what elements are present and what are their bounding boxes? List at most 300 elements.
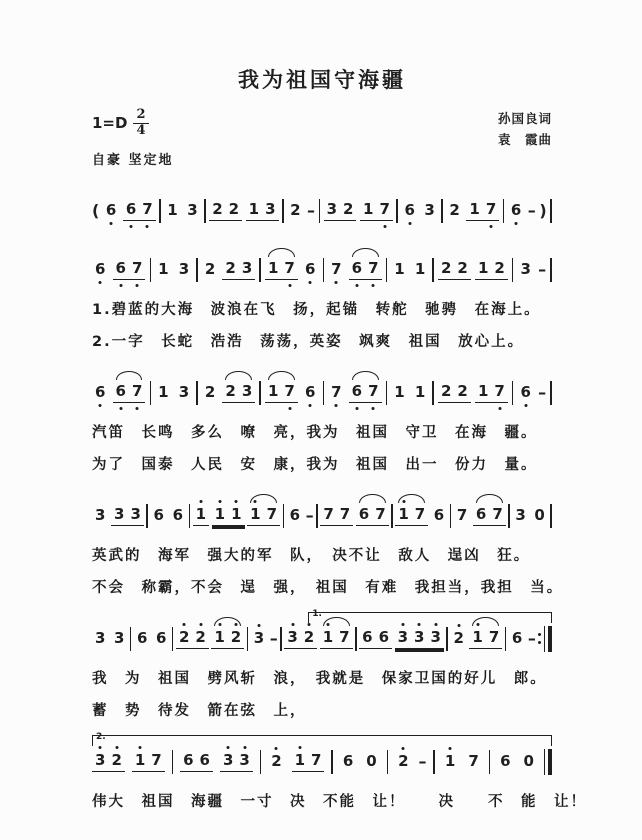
note-beam-row xyxy=(222,259,255,280)
note-group xyxy=(363,752,379,772)
staff-row xyxy=(92,731,552,783)
note-group xyxy=(123,200,156,221)
lyricist-credit: 孙国良词 xyxy=(497,111,552,126)
note-digit: 1 xyxy=(228,505,244,523)
note-digit: 1 xyxy=(267,259,279,278)
note-digit: 6 xyxy=(172,505,183,524)
lyric-line: 伟大 祖国 海疆 一寸 决 不能 让！ 决 不 能 让！ xyxy=(92,793,587,810)
barline xyxy=(391,504,393,528)
slur-arc-icon xyxy=(476,494,503,503)
octave-dot-below xyxy=(146,225,149,228)
note-digit: 1 xyxy=(212,505,228,523)
note-beam-row xyxy=(202,260,218,280)
note-beam-row xyxy=(360,200,393,221)
note-group xyxy=(292,751,325,772)
thick-bar xyxy=(548,626,552,652)
note-digit: 2 xyxy=(268,752,284,770)
lyric-line: 汽笛 长鸣 多么 嘹 亮，我为 祖国 守卫 在海 疆。 xyxy=(92,424,538,441)
octave-dot-below xyxy=(288,284,291,287)
note-digit: 7 xyxy=(414,505,426,524)
note-beam-row xyxy=(391,383,407,403)
note-group xyxy=(512,506,528,526)
note-beam-row xyxy=(265,259,298,280)
note-digit: 6 xyxy=(475,505,487,524)
note-digit: 1 xyxy=(414,382,426,401)
note-beam-row xyxy=(518,383,534,403)
note-group xyxy=(222,382,255,403)
note-group xyxy=(475,259,508,280)
note-beam-row xyxy=(176,383,192,403)
barline xyxy=(189,504,191,528)
staff-row xyxy=(92,190,552,232)
note-digit: 3 xyxy=(95,628,106,647)
tempo-marking: 自豪 坚定地 xyxy=(92,152,174,168)
note-group xyxy=(320,628,353,649)
barline xyxy=(204,199,206,223)
slur-arc-icon xyxy=(268,248,295,257)
note-group xyxy=(469,628,502,649)
note-digit: 3 xyxy=(92,751,108,769)
note-digit: 7 xyxy=(323,505,334,524)
note-digit: 2 xyxy=(440,382,452,401)
octave-dot-above xyxy=(457,624,460,627)
volta-label: 2. xyxy=(96,731,106,742)
barline xyxy=(489,750,491,774)
barline xyxy=(396,199,398,223)
final-barline xyxy=(544,749,552,775)
barline xyxy=(150,258,152,282)
note-group xyxy=(320,505,353,526)
note-beam-row xyxy=(349,259,382,280)
slur-arc-icon xyxy=(352,371,379,380)
note-digit: 3 xyxy=(424,200,435,219)
note-digit: 7 xyxy=(339,505,351,524)
note-beam-row xyxy=(92,751,125,772)
note-digit: 6 xyxy=(378,628,390,647)
note-digit: 7 xyxy=(151,751,162,770)
octave-dot-below xyxy=(372,407,375,410)
note-group xyxy=(153,629,169,649)
note-group xyxy=(202,383,218,403)
note-digit: 7 xyxy=(281,259,297,277)
note-digit: 7 xyxy=(129,382,145,400)
octave-dot-below xyxy=(309,281,312,284)
octave-dot-above xyxy=(235,623,238,626)
note-beam-row xyxy=(359,628,392,649)
octave-dot-below xyxy=(335,404,338,407)
duration-dash: – xyxy=(307,201,316,221)
barline xyxy=(283,504,285,528)
note-beam-row xyxy=(284,628,317,649)
note-beam-row xyxy=(246,200,279,221)
note-digit: 6 xyxy=(123,200,139,218)
system-6 xyxy=(92,731,587,815)
note-group xyxy=(113,382,146,403)
note-digit: 1 xyxy=(414,259,426,278)
note-group xyxy=(401,201,417,221)
note-digit: 6 xyxy=(199,751,210,770)
note-beam-row xyxy=(363,752,379,772)
slur-arc-icon xyxy=(116,371,143,380)
note-digit: 1 xyxy=(320,628,336,646)
note-digit: 6 xyxy=(349,382,365,400)
octave-dot-above xyxy=(115,746,118,749)
system-2 xyxy=(92,249,552,355)
note-digit: 1 xyxy=(193,505,209,523)
barline xyxy=(150,381,152,405)
duration-dash: – xyxy=(305,506,314,526)
note-digit: 7 xyxy=(129,259,145,277)
note-digit: 3 xyxy=(236,751,252,769)
note-group xyxy=(246,200,279,221)
note-digit: 7 xyxy=(375,505,386,524)
note-beam-row xyxy=(412,260,428,280)
barline xyxy=(505,627,507,651)
note-beam-row xyxy=(475,382,508,403)
note-digit: 1 xyxy=(363,200,374,219)
note-group xyxy=(151,506,167,526)
note-digit: 3 xyxy=(284,628,300,646)
note-group xyxy=(284,628,317,649)
note-group xyxy=(340,752,356,772)
barline xyxy=(550,504,552,528)
note-digit: 2 xyxy=(301,628,317,646)
note-beam-row xyxy=(287,506,303,526)
note-digit: 7 xyxy=(491,382,507,400)
note-digit: 1 xyxy=(247,505,263,523)
duration-dash: – xyxy=(269,629,278,649)
note-digit: 1 xyxy=(394,382,405,401)
note-digit: 2 xyxy=(204,382,216,401)
barline xyxy=(146,504,148,528)
note-group xyxy=(302,383,318,403)
note-group xyxy=(531,506,547,526)
note-group xyxy=(287,201,303,221)
note-group xyxy=(395,752,411,772)
note-group xyxy=(359,628,392,649)
note-digit: 3 xyxy=(251,629,267,647)
octave-dot-below xyxy=(355,284,358,287)
duration-dash: – xyxy=(538,383,547,403)
barline xyxy=(260,750,262,774)
note-group xyxy=(92,629,108,649)
barline xyxy=(172,627,174,651)
composer-credit: 袁 霞曲 xyxy=(497,132,552,148)
lyric-line: 2.一字 长蛇 浩浩 荡荡，英姿 飒爽 祖国 放心上。 xyxy=(92,333,525,350)
octave-dot-below xyxy=(524,404,527,407)
octave-dot-below xyxy=(99,404,102,407)
barline xyxy=(355,627,357,651)
volta-label: 1. xyxy=(312,608,322,619)
score-body xyxy=(92,190,587,815)
note-digit: 1 xyxy=(292,751,308,769)
note-beam-row xyxy=(512,506,528,526)
note-digit: 6 xyxy=(103,201,119,219)
note-digit: 2 xyxy=(225,382,236,401)
note-digit: 1 xyxy=(158,259,169,278)
octave-dot-below xyxy=(490,225,493,228)
barline xyxy=(441,199,443,223)
note-group xyxy=(473,505,506,526)
note-beam-row xyxy=(132,751,165,772)
note-group xyxy=(193,505,209,526)
octave-dot-above xyxy=(183,623,186,626)
note-digit: 2 xyxy=(225,259,236,278)
barline xyxy=(387,750,389,774)
note-digit: 2 xyxy=(204,259,216,278)
note-beam-row xyxy=(151,506,167,526)
note-group xyxy=(521,752,537,772)
staff-row xyxy=(92,372,552,414)
note-group xyxy=(509,629,525,649)
barline xyxy=(130,627,132,651)
note-group xyxy=(251,629,267,649)
note-digit: 7 xyxy=(281,382,297,400)
note-digit: 0 xyxy=(523,751,534,770)
note-group xyxy=(92,383,108,403)
note-group xyxy=(475,382,508,403)
note-digit: 1 xyxy=(167,200,178,219)
note-digit: 2 xyxy=(192,628,208,646)
note-group xyxy=(113,259,146,280)
note-digit: 1 xyxy=(477,259,489,278)
thin-bar xyxy=(544,626,546,652)
note-beam-row xyxy=(134,629,150,649)
note-digit: 7 xyxy=(492,505,503,524)
barline xyxy=(196,258,198,282)
key-and-tempo xyxy=(92,108,174,168)
barline xyxy=(550,258,552,282)
note-group xyxy=(302,260,318,280)
note-digit: 3 xyxy=(241,259,253,278)
note-digit: 7 xyxy=(468,751,479,770)
note-beam-row xyxy=(211,628,244,649)
octave-dot-below xyxy=(288,407,291,410)
system-3 xyxy=(92,372,552,478)
note-group xyxy=(324,200,357,221)
staff-row xyxy=(92,608,552,660)
octave-dot-below xyxy=(119,284,122,287)
lyric-line: 1.碧蓝的大海 波浪在飞 扬，起锚 转舵 驰骋 在海上。 xyxy=(92,301,541,318)
barline xyxy=(512,258,514,282)
thin-bar xyxy=(544,749,546,775)
note-digit: 6 xyxy=(518,383,534,401)
note-digit: 2 xyxy=(450,629,466,647)
note-beam-row xyxy=(220,751,253,772)
note-group xyxy=(497,752,513,772)
barline xyxy=(282,199,284,223)
note-beam-row xyxy=(287,201,303,221)
note-digit: 3 xyxy=(178,382,190,401)
repeat-dots xyxy=(538,633,541,644)
barline xyxy=(280,627,282,651)
note-beam-row xyxy=(431,506,447,526)
note-group xyxy=(170,506,186,526)
note-beam-row xyxy=(111,505,144,526)
note-beam-row xyxy=(518,260,534,280)
note-digit: 6 xyxy=(92,260,108,278)
note-group xyxy=(395,505,428,526)
barline xyxy=(503,199,505,223)
note-digit: 3 xyxy=(241,382,253,401)
barline xyxy=(432,381,434,405)
note-beam-row xyxy=(92,629,108,649)
barline xyxy=(323,381,325,405)
note-group xyxy=(222,259,255,280)
note-beam-row xyxy=(412,383,428,403)
note-group xyxy=(438,259,471,280)
octave-dot-above xyxy=(307,623,310,626)
note-beam-row xyxy=(292,751,325,772)
note-digit: 1 xyxy=(132,751,148,769)
octave-dot-above xyxy=(291,623,294,626)
volta-bracket xyxy=(92,731,552,746)
octave-dot-below xyxy=(99,281,102,284)
barline xyxy=(446,627,448,651)
parenthesis: ( xyxy=(92,201,100,221)
note-beam-row xyxy=(176,260,192,280)
note-beam-row xyxy=(92,383,108,403)
note-digit: 2 xyxy=(395,752,411,770)
octave-dot-above xyxy=(243,746,246,749)
note-digit: 7 xyxy=(339,628,350,647)
slur-arc-icon xyxy=(352,248,379,257)
note-digit: 3 xyxy=(395,628,411,646)
note-digit: 6 xyxy=(511,628,523,647)
note-beam-row xyxy=(391,260,407,280)
note-digit: 0 xyxy=(366,751,377,770)
note-digit: 6 xyxy=(153,505,164,524)
note-group xyxy=(328,383,344,403)
barline xyxy=(508,504,510,528)
octave-dot-below xyxy=(130,225,133,228)
note-group xyxy=(268,752,284,772)
meter-denominator: 4 xyxy=(136,122,146,138)
note-beam-row xyxy=(324,200,357,221)
slur-arc-icon xyxy=(359,494,386,503)
note-digit: 7 xyxy=(365,382,381,400)
note-beam-row xyxy=(340,752,356,772)
note-group xyxy=(176,260,192,280)
note-digit: 3 xyxy=(187,200,198,219)
note-digit: 7 xyxy=(483,200,499,218)
key-signature xyxy=(92,108,174,139)
barline xyxy=(386,258,388,282)
note-beam-row xyxy=(111,629,127,649)
note-group xyxy=(518,260,534,280)
note-group xyxy=(438,382,471,403)
barline xyxy=(247,627,249,651)
barline xyxy=(159,199,161,223)
barline xyxy=(550,381,552,405)
note-digit: 3 xyxy=(326,200,338,219)
duration-dash: – xyxy=(527,201,536,221)
note-digit: 6 xyxy=(500,751,511,770)
meta-row xyxy=(92,108,552,168)
octave-dot-above xyxy=(254,500,257,503)
note-digit: 7 xyxy=(311,751,322,770)
note-group xyxy=(155,383,171,403)
note-beam-row xyxy=(328,260,344,280)
note-group xyxy=(360,200,393,221)
note-beam-row xyxy=(475,259,508,280)
octave-dot-above xyxy=(275,747,278,750)
octave-dot-below xyxy=(119,407,122,410)
barline xyxy=(319,199,321,223)
note-group xyxy=(391,383,407,403)
note-digit: 7 xyxy=(266,505,277,524)
note-digit: 6 xyxy=(433,505,445,524)
note-digit: 0 xyxy=(534,505,545,524)
note-beam-row xyxy=(113,382,146,403)
barline xyxy=(172,750,174,774)
note-group xyxy=(92,260,108,280)
note-beam-row xyxy=(521,752,537,772)
octave-dot-above xyxy=(298,746,301,749)
note-digit: 7 xyxy=(456,505,468,524)
note-beam-row xyxy=(320,628,353,649)
system-4 xyxy=(92,495,564,601)
barline xyxy=(386,381,388,405)
note-group xyxy=(92,751,125,772)
barline xyxy=(512,381,514,405)
note-digit: 2 xyxy=(440,259,452,278)
note-group xyxy=(465,752,481,772)
octave-dot-above xyxy=(401,623,404,626)
note-digit: 3 xyxy=(178,259,190,278)
octave-dot-above xyxy=(449,747,452,750)
note-digit: 6 xyxy=(349,259,365,277)
note-beam-row xyxy=(421,201,437,221)
note-digit: 3 xyxy=(520,259,531,278)
note-digit: 6 xyxy=(302,383,318,401)
note-beam-row xyxy=(395,505,428,526)
octave-dot-below xyxy=(515,222,518,225)
barline xyxy=(323,258,325,282)
lyric-line: 为了 国泰 人民 安 康，我为 祖国 出一 份力 量。 xyxy=(92,456,538,473)
barline xyxy=(432,258,434,282)
note-digit: 2 xyxy=(343,200,354,219)
note-group xyxy=(446,201,462,221)
note-digit: 2 xyxy=(176,628,192,646)
barline xyxy=(331,750,333,774)
note-digit: 1 xyxy=(477,382,489,401)
note-digit: 2 xyxy=(457,259,468,278)
note-digit: 1 xyxy=(394,259,405,278)
note-group xyxy=(287,506,303,526)
note-group xyxy=(349,259,382,280)
note-digit: 7 xyxy=(328,260,344,278)
octave-dot-above xyxy=(139,746,142,749)
note-beam-row xyxy=(92,260,108,280)
note-beam-row xyxy=(155,260,171,280)
note-digit: 3 xyxy=(265,200,276,219)
note-beam-row xyxy=(180,751,213,772)
octave-dot-below xyxy=(136,284,139,287)
lyric-line: 英武的 海军 强大的军 队， 决不让 敌人 逞凶 狂。 xyxy=(92,547,531,564)
staff-row xyxy=(92,495,552,537)
barline xyxy=(316,504,318,528)
note-beam-row xyxy=(247,505,280,526)
credits xyxy=(498,108,552,151)
note-beam-row xyxy=(454,506,470,526)
note-group xyxy=(176,628,209,649)
note-beam-row xyxy=(450,629,466,649)
note-digit: 7 xyxy=(365,259,381,277)
note-digit: 1 xyxy=(211,628,227,646)
octave-dot-below xyxy=(372,284,375,287)
duration-dash: – xyxy=(418,752,427,772)
